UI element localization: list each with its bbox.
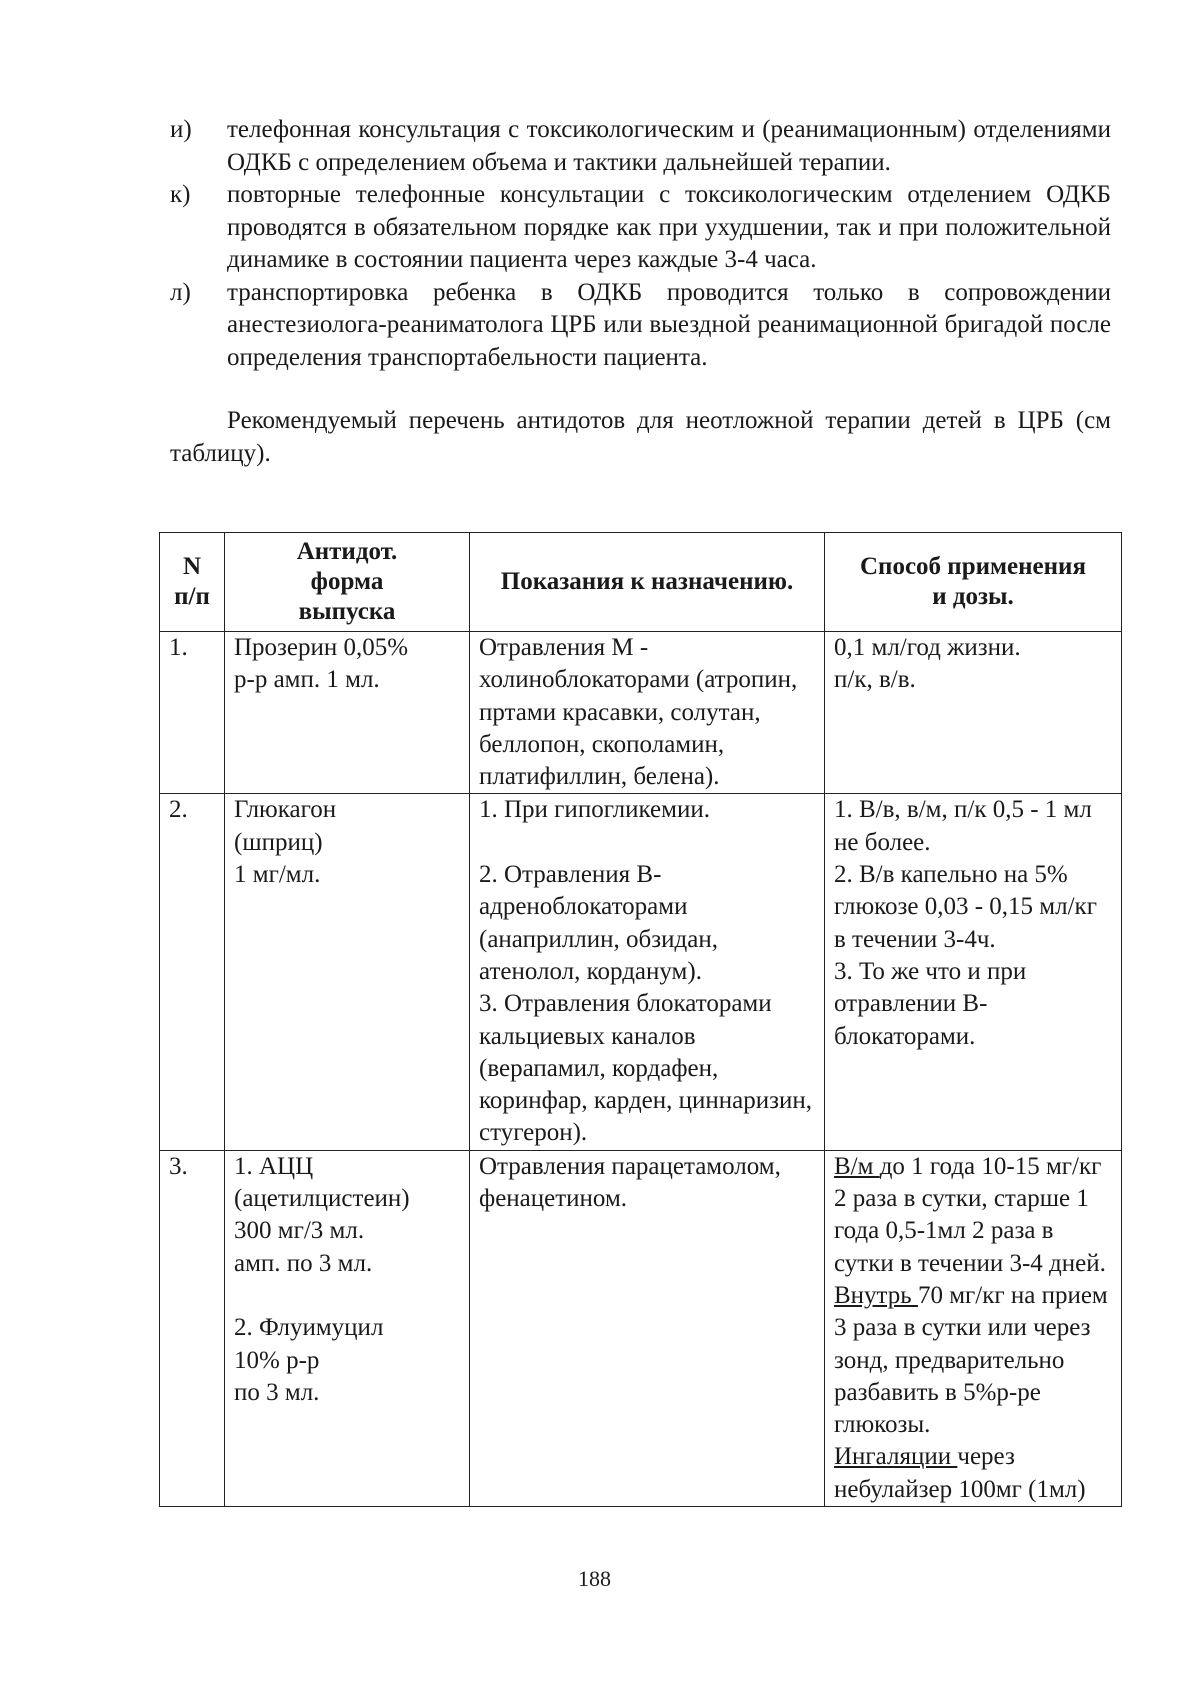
cell-number: 3. [160,1150,225,1506]
dose-im-text: до 1 года 10-15 мг/кг 2 раза в сутки, старше 1 года 0,5-1мл 2 раза в сутки в течении 3-4 дней. [834,1152,1106,1277]
list-item [170,179,1111,277]
dose-inhalation-label: Ингаляции [834,1443,958,1471]
list-item-text: транспортировка ребенка в ОДКБ проводится только в сопровождении анестезиолога-реаниматолога ЦРБ или выездной реанимационной бригадой после определения транспортабельности пациента. [227,278,1111,371]
header-number: N п/п [160,533,225,632]
cell-dose [825,1150,1122,1506]
dose-im-label: В/м [834,1152,880,1180]
table-header-row [160,533,1122,632]
dose-oral-text: 70 мг/кг на прием 3 раза в сутки или через зонд, предварительно разбавить в 5%р-ре глюкозы. [834,1281,1108,1439]
list-item [170,114,1111,179]
cell-antidote: Прозерин 0,05% р-р амп. 1 мл. [225,632,470,794]
cell-number: 1. [160,632,225,794]
instruction-list [170,114,1111,374]
dose-inhalation-text: через небулайзер 100мг (1мл) [834,1443,1086,1503]
list-item [170,277,1111,375]
cell-dose: 1. В/в, в/м, п/к 0,5 - 1 мл не более. 2. В/в капельно на 5% глюкозе 0,03 - 0,15 мл/кг в течении 3-4ч. 3. То же что и при отравлении В-блокаторами. [825,794,1122,1150]
cell-dose: 0,1 мл/год жизни. п/к, в/в. [825,632,1122,794]
header-antidote: Антидот. форма выпуска [225,533,470,632]
cell-antidote: Глюкагон (шприц) 1 мг/мл. [225,794,470,1150]
list-item-marker: л) [170,278,191,306]
cell-antidote: 1. АЦЦ (ацетилцистеин) 300 мг/3 мл. амп. по 3 мл. 2. Флуимуцил 10% р-р по 3 мл. [225,1150,470,1506]
antidote-table [159,532,1122,1507]
header-indications: Показания к назначению. [470,533,825,632]
dose-oral-label: Внутрь [834,1281,918,1309]
intro-paragraph: Рекомендуемый перечень антидотов для неотложной терапии детей в ЦРБ (см таблицу). [170,407,1111,467]
list-item-marker: к) [170,181,191,208]
list-item-text: телефонная консультация с токсикологическим и (реанимационным) отделениями ОДКБ с определением объема и тактики дальнейшей терапии. [227,116,1111,176]
table-row [160,632,1122,794]
cell-indications: Отравления парацетамолом, фенацетином. [470,1150,825,1506]
page-number: 188 [578,1566,611,1591]
header-dose: Способ применения и дозы. [825,533,1122,632]
list-item-text: повторные телефонные консультации с токсикологическим отделением ОДКБ проводятся в обязательном порядке как при ухудшении, так и при положительной динамике в состоянии пациента через каждые 3-4 часа. [227,181,1111,273]
table-row [160,1150,1122,1506]
cell-indications: 1. При гипогликемии. 2. Отравления В-адреноблокаторами (анаприллин, обзидан, атенолол, корданум). 3. Отравления блокаторами кальциевых каналов (верапамил, кордафен, коринфар, карден, циннаризин, стугерон). [470,794,825,1150]
table-row [160,794,1122,1150]
cell-indications: Отравления М - холиноблокаторами (атропин, пртами красавки, солутан, беллопон, скополамин, платифиллин, белена). [470,632,825,794]
cell-number: 2. [160,794,225,1150]
list-item-marker: и) [170,116,192,143]
